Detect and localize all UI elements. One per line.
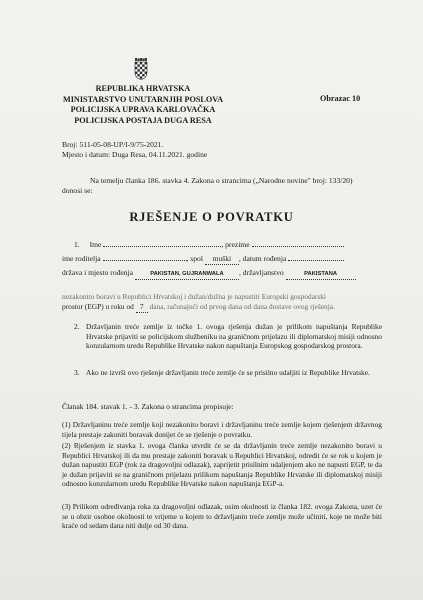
- item3-text: Ako ne izvrši ovo rješenje državljanin treće zemlje će se prisilno udaljiti iz Republike Hrvatske.: [86, 368, 370, 377]
- header-police-station: POLICIJSKA POSTAJA DUGA RESA: [74, 115, 212, 125]
- spol-label: , spol: [186, 254, 203, 263]
- paragraph1-line1: nezakonito boravi u Republici Hrvatskoj i dužan/dužna je napustiti Europski gospodarski: [62, 292, 326, 301]
- paragraph1-line2: prostor (EGP) u roku od 7 dana, računajući od prvog dana od dana dostave ovog rješenja.: [62, 302, 335, 311]
- deadline-days: 7: [136, 302, 148, 313]
- croatian-coat-of-arms-icon: [134, 58, 148, 80]
- header-ministry: MINISTARSTVO UNUTARNJIH POSLOVA: [63, 94, 223, 104]
- document-title: RJEŠENJE O POVRATKU: [129, 210, 294, 224]
- form-code: Obrazac 10: [320, 94, 361, 103]
- field-row-parent: [62, 254, 344, 265]
- prezime-label: , prezime: [221, 240, 250, 249]
- law-paragraph-3: (3) Prilikom određivanja roka za dragovoljni odlazak, osim okolnosti iz članka 182. ovoga Zakona, uzet će se u obzir osobne okolnosti te vrijeme u kojem to državljanin treće zemlje može učiniti, koje ne može biti kraće od sedam dana niti dulje od 30 dana.: [62, 502, 382, 531]
- drzava-field: PAKISTAN, GUJRANWALA: [135, 269, 239, 280]
- header-police-administration: POLICIJSKA UPRAVA KARLOVAČKA: [70, 105, 216, 114]
- header-republic: REPUBLIKA HRVATSKA: [95, 84, 191, 93]
- drzavljanstvo-field: PAKISTANA: [286, 269, 356, 280]
- item1-number: 1.: [74, 240, 80, 249]
- law-paragraph-2: (2) Rješenjem iz stavka 1. ovoga članka utvrdit će se da državljanin treće zemlje nezakonito boravi u Republici Hrvatskoj ili da mu prestaje zakoniti boravak u Republici Hrvatskoj, odredit će se rok u kojem je dužan napustiti EGP (rok za dragovoljni odlazak), zaprijetit prisilnim udaljenjem ako ne napusti EGP, te da je dužan prijaviti se na graničnom prijelazu prilikom napuštanja Republike Hrvatske ili diplomatskoj misiji odnosno konzularnom uredu Republike Hrvatske nakon napuštanja EGP-a.: [62, 441, 382, 489]
- law-heading: Članak 184. stavak 1. - 3. Zakona o strancima propisuje:: [62, 402, 234, 411]
- ime-roditelja-field: [103, 260, 187, 261]
- ime-field: [103, 246, 221, 247]
- field-row-birthplace: [62, 268, 356, 280]
- law-paragraph-1: (1) Državljaninu treće zemlje koji nezakonito boravi i državljaninu treće zemlje kojem rješenjem državnog tijela prestaje zakoniti boravak donijet će se rješenje o povratku.: [62, 420, 382, 439]
- field-row-name: [74, 240, 344, 250]
- spol-field: muški: [205, 254, 239, 265]
- preamble-donosi: donosi se:: [62, 186, 93, 195]
- preamble-legal-basis: Na temelju članka 186. stavka 4. Zakona o strancima („Narodne novine" broj: 133/20): [90, 176, 353, 185]
- item2-number: 2.: [74, 322, 80, 331]
- drzavljanstvo-label: , državljanstvo: [238, 268, 284, 277]
- item3-number: 3.: [74, 368, 80, 377]
- prezime-field: [252, 246, 344, 247]
- datum-rodjenja-field: [288, 260, 344, 261]
- case-number: Broj: 511-05-08-UP/I-9/75-2021.: [62, 140, 164, 149]
- ime-roditelja-label: ime roditelja: [62, 254, 101, 263]
- ime-label: Ime: [89, 240, 102, 249]
- place-and-date: Mjesto i datum: Duga Resa, 04.11.2021. godine: [62, 150, 208, 159]
- datum-rodjenja-label: , datum rođenja: [238, 254, 287, 263]
- drzava-label: država i mjesto rođenja: [62, 268, 134, 277]
- item2-text: Državljanin treće zemlje iz točke 1. ovoga rješenja dužan je prilikom napuštanja Republike Hrvatske prijaviti se policijskom službeniku na graničnom prijelazu ili diplomatskoj misiji odnosno konzularnom uredu Republike Hrvatske nakon napuštanja Europskog gospodarskog prostora.: [86, 322, 382, 351]
